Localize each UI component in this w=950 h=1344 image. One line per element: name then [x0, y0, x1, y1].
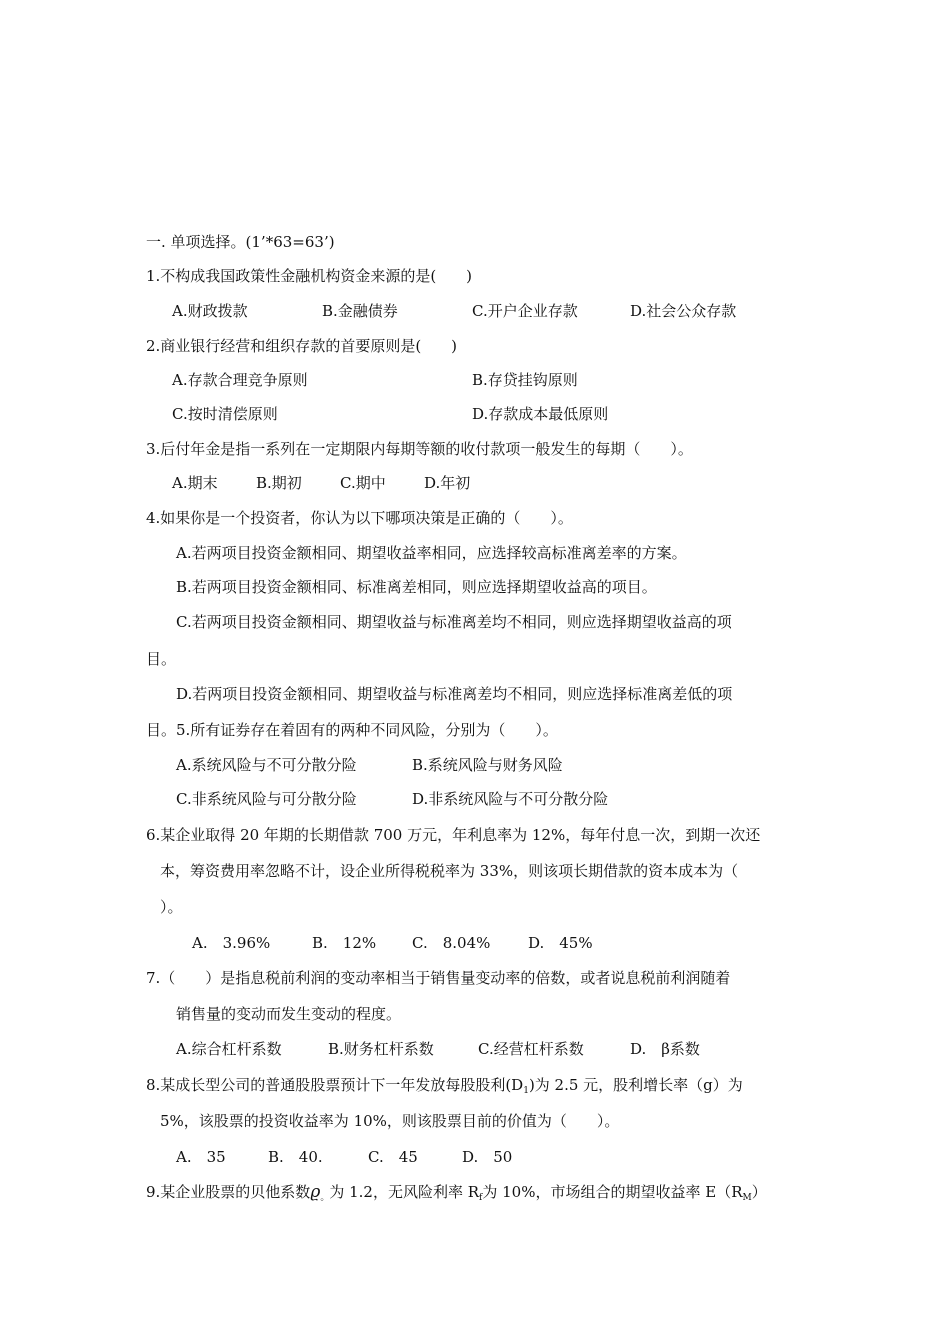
- question-3-option-c: C.期中: [340, 474, 386, 492]
- question-4-option-a: A.若两项目投资金额相同、期望收益率相同，应选择较高标准离差率的方案。: [176, 544, 687, 562]
- question-1-option-d: D.社会公众存款: [630, 302, 737, 320]
- question-7-option-c: C.经营杠杆系数: [478, 1040, 584, 1058]
- question-6-option-c: C. 8.04%: [412, 934, 491, 952]
- question-3-option-a: A.期末: [172, 474, 218, 492]
- question-4-option-c-cont: 目。: [146, 650, 177, 668]
- question-3-option-b: B.期初: [256, 474, 302, 492]
- beta-subscript-dot: 。: [320, 1193, 330, 1203]
- question-1-stem: 1.不构成我国政策性金融机构资金来源的是( ): [146, 267, 473, 285]
- question-2-option-c: C.按时清偿原则: [172, 405, 278, 423]
- question-3-option-d: D.年初: [424, 474, 471, 492]
- question-6-option-b: B. 12%: [312, 934, 377, 952]
- question-8-option-d: D. 50: [462, 1148, 513, 1166]
- question-2-stem: 2.商业银行经营和组织存款的首要原则是( ): [146, 337, 458, 355]
- question-1-option-c: C.开户企业存款: [472, 302, 578, 320]
- question-4-option-c: C.若两项目投资金额相同、期望收益与标准离差均不相同，则应选择期望收益高的项: [176, 613, 732, 631]
- question-6-stem-line-3: ）。: [160, 898, 183, 916]
- beta-symbol: ϱ: [310, 1182, 321, 1202]
- question-8-stem-line-2: 5%，该股票的投资收益率为 10%，则该股票目前的价值为（ ）。: [160, 1112, 620, 1130]
- section-header: 一. 单项选择。(1’*63=63’): [146, 233, 335, 251]
- question-2-option-a: A.存款合理竞争原则: [172, 371, 308, 389]
- question-7-stem-line-1: 7.（ ）是指息税前利润的变动率相当于销售量变动率的倍数，或者说息税前利润随着: [146, 969, 731, 987]
- question-9-subscript-f: f: [479, 1193, 483, 1203]
- question-5-stem: 目。5.所有证券存在着固有的两种不同风险，分别为（ ）。: [146, 721, 558, 739]
- question-8-subscript: 1: [523, 1086, 529, 1096]
- question-7-option-a: A.综合杠杆系数: [176, 1040, 282, 1058]
- question-8-stem-part-a: 8.某成长型公司的普通股股票预计下一年发放每股股利(D: [146, 1076, 524, 1094]
- question-9-subscript-m: M: [742, 1193, 752, 1203]
- question-8-stem-line-1: [146, 1075, 743, 1101]
- question-2-option-b: B.存贷挂钩原则: [472, 371, 578, 389]
- question-5-option-a: A.系统风险与不可分散分险: [176, 756, 357, 774]
- question-7-option-d: D. β系数: [630, 1040, 700, 1058]
- question-4-option-b: B.若两项目投资金额相同、标准离差相同，则应选择期望收益高的项目。: [176, 578, 657, 596]
- question-5-option-d: D.非系统风险与不可分散分险: [412, 790, 609, 808]
- question-6-option-a: A. 3.96%: [192, 934, 271, 952]
- question-1-option-a: A.财政拨款: [172, 302, 248, 320]
- question-6-stem-line-1: 6.某企业取得 20 年期的长期借款 700 万元，年利息率为 12%，每年付息一次，到期一次还: [146, 826, 761, 844]
- question-9-stem-part-b: 为 1.2，无风险利率 R: [329, 1183, 480, 1201]
- question-9-stem-part-c: 为 10%，市场组合的期望收益率 E（R: [482, 1183, 743, 1201]
- question-4-option-d: D.若两项目投资金额相同、期望收益与标准离差均不相同，则应选择标准离差低的项: [176, 685, 733, 703]
- question-9-stem-line-1: [146, 1182, 767, 1208]
- question-9-stem-part-a: 9.某企业股票的贝他系数: [146, 1183, 311, 1201]
- question-5-option-c: C.非系统风险与可分散分险: [176, 790, 357, 808]
- question-1-option-b: B.金融债券: [322, 302, 398, 320]
- question-5-option-b: B.系统风险与财务风险: [412, 756, 563, 774]
- question-3-stem: 3.后付年金是指一系列在一定期限内每期等额的收付款项一般发生的每期（ ）。: [146, 440, 693, 458]
- question-8-option-b: B. 40.: [268, 1148, 323, 1166]
- question-8-option-a: A. 35: [176, 1148, 226, 1166]
- question-8-stem-part-b: )为 2.5 元，股利增长率（g）为: [528, 1076, 743, 1094]
- question-9-stem-part-d: ）: [751, 1183, 767, 1201]
- question-4-stem: 4.如果你是一个投资者，你认为以下哪项决策是正确的（ ）。: [146, 509, 573, 527]
- question-6-option-d: D. 45%: [528, 934, 593, 952]
- question-8-option-c: C. 45: [368, 1148, 418, 1166]
- question-2-option-d: D.存款成本最低原则: [472, 405, 609, 423]
- question-7-stem-line-2: 销售量的变动而发生变动的程度。: [176, 1005, 402, 1023]
- question-7-option-b: B.财务杠杆系数: [328, 1040, 434, 1058]
- question-6-stem-line-2: 本，筹资费用率忽略不计，设企业所得税税率为 33%，则该项长期借款的资本成本为（: [160, 862, 739, 880]
